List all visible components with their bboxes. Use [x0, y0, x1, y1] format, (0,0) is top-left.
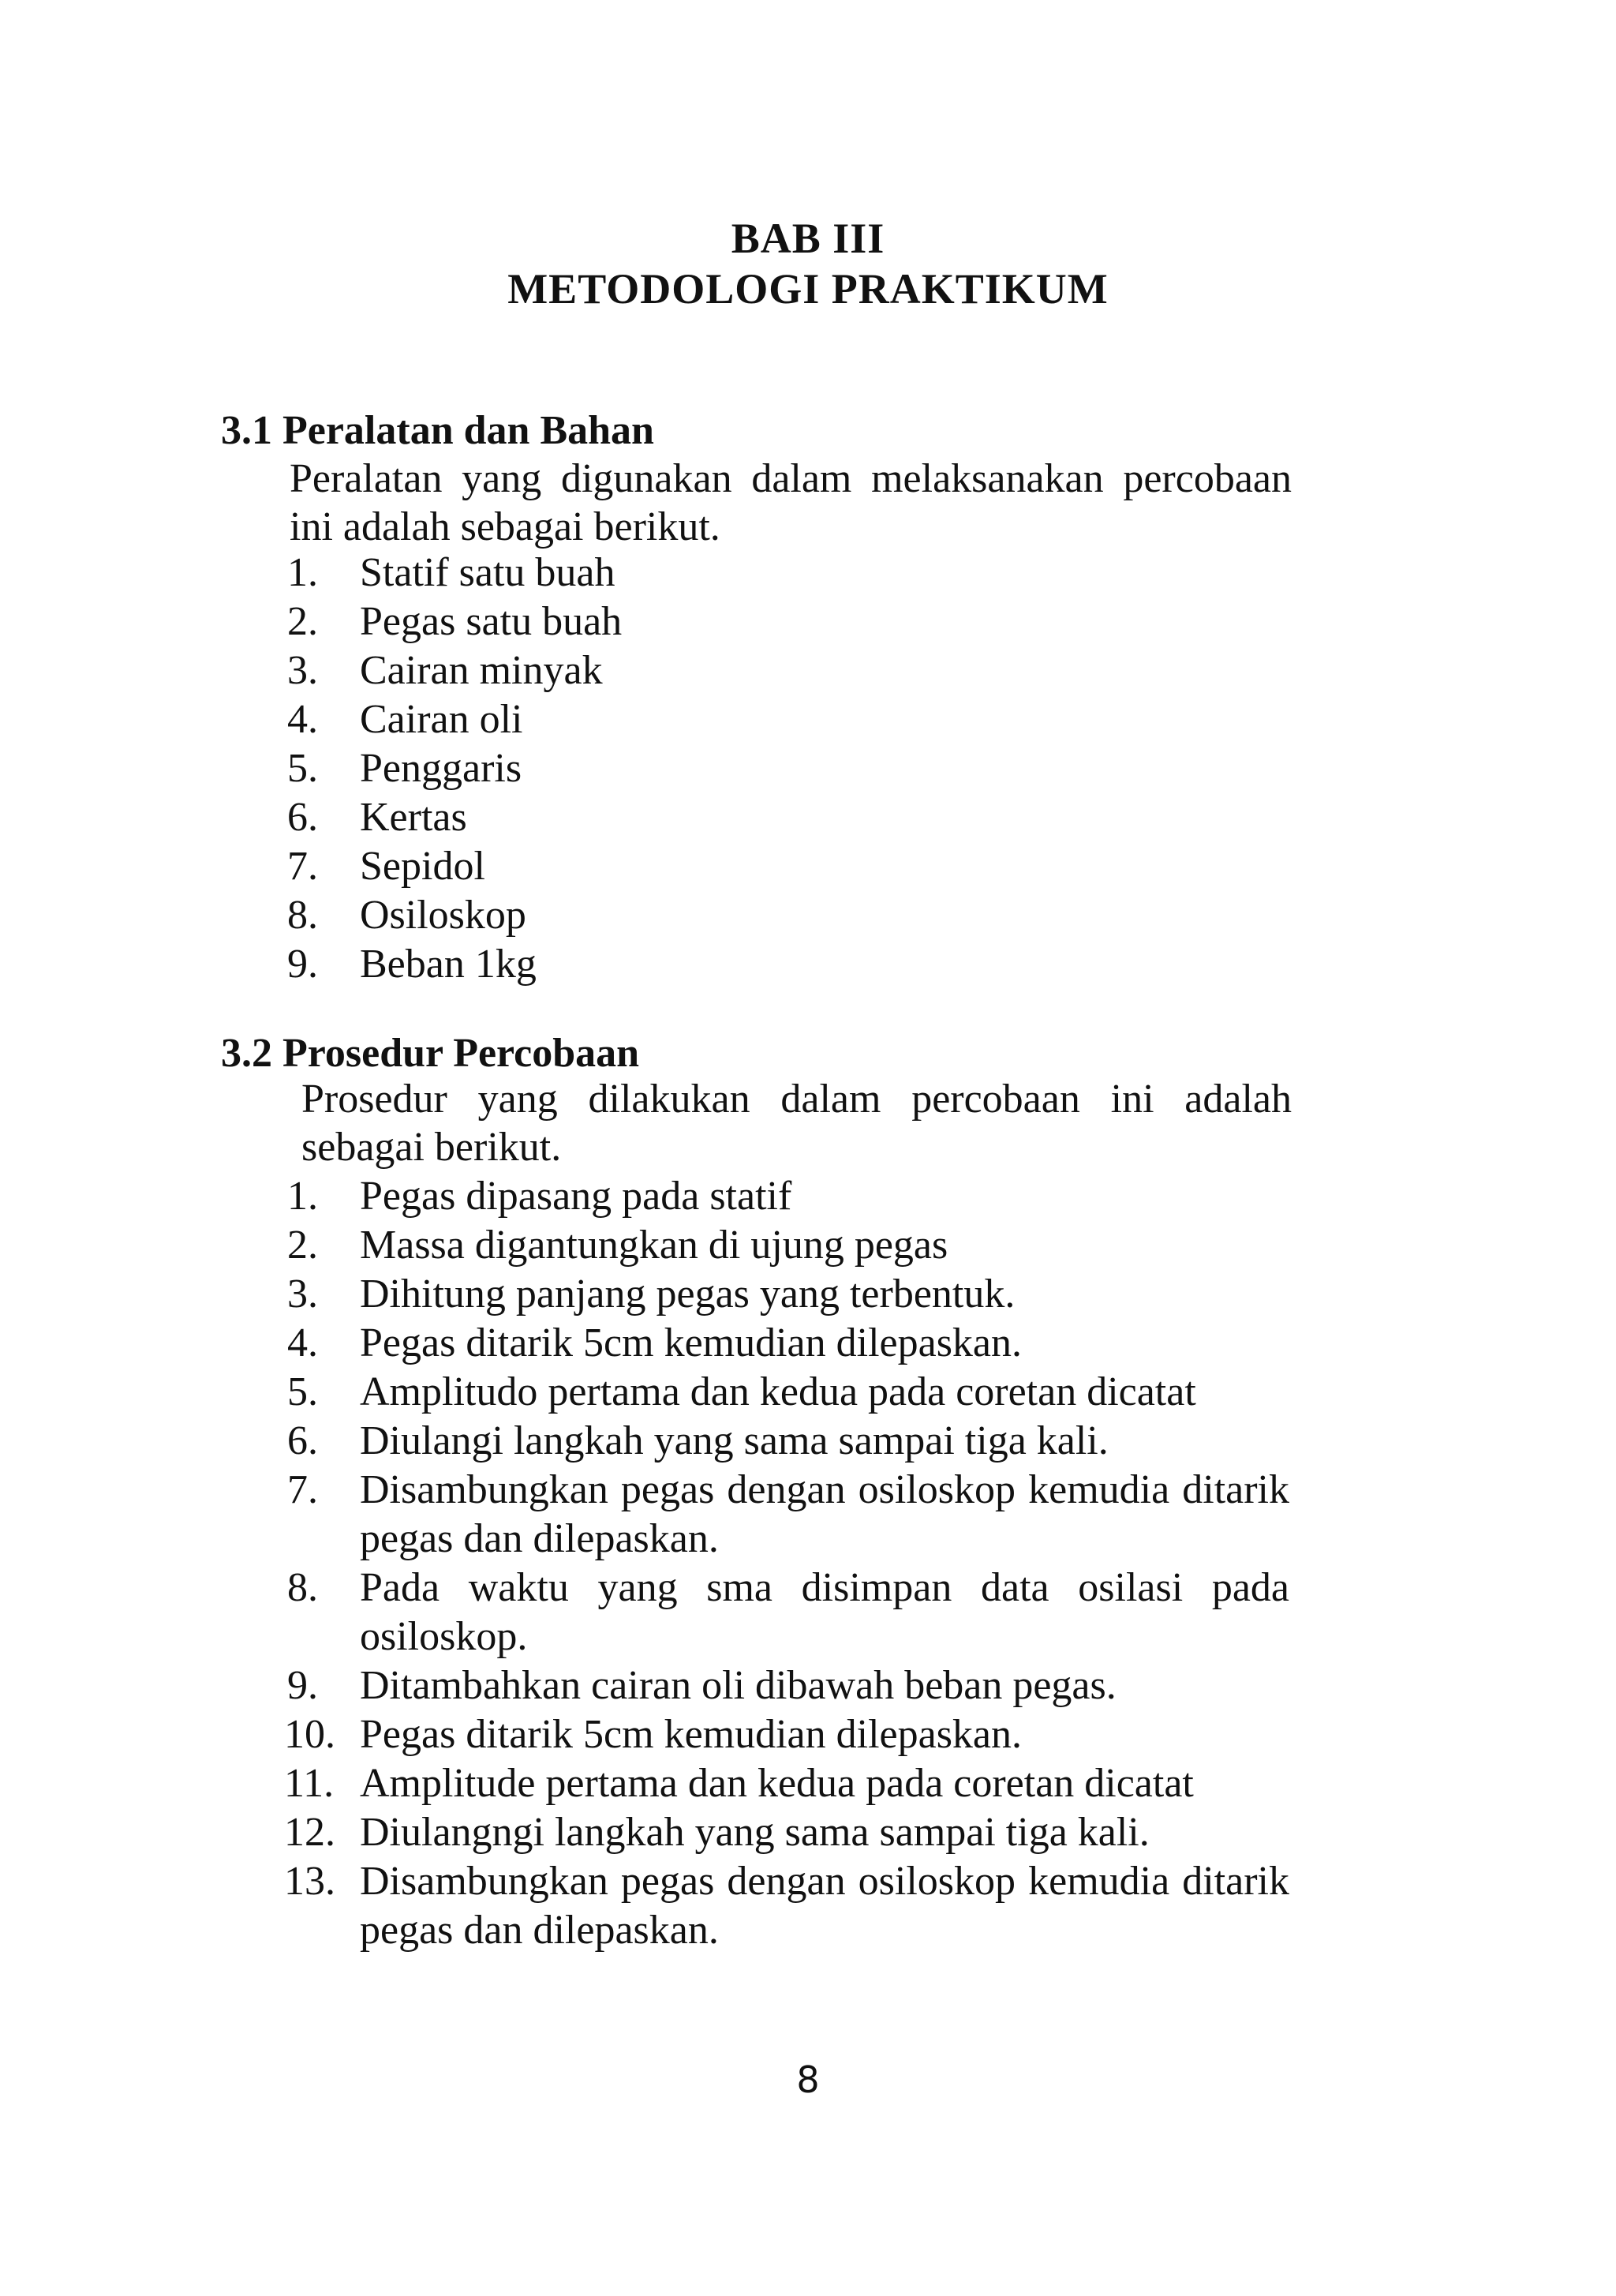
page-number: 8	[796, 2058, 820, 2101]
list-item: 7. Disambungkan pegas dengan osiloskop kemudia ditarik pegas dan dilepaskan.	[287, 1467, 1289, 1561]
list-item: 9. Ditambahkan cairan oli dibawah beban pegas.	[287, 1663, 1117, 1708]
list-item: 3. Cairan minyak	[287, 648, 603, 693]
section-2-heading: 3.2 Prosedur Percobaan	[221, 1031, 640, 1076]
list-item: 1. Pegas dipasang pada statif	[287, 1174, 792, 1219]
list-item: 5. Penggaris	[287, 746, 522, 791]
section-2-intro: Prosedur yang dilakukan dalam percobaan ini adalah sebagai berikut.	[301, 1077, 1292, 1170]
list-item: 12. Diulangngi langkah yang sama sampai tiga kali.	[284, 1810, 1150, 1855]
list-item: 13. Disambungkan pegas dengan osiloskop kemudia ditarik pegas dan dilepaskan.	[284, 1859, 1289, 1953]
list-item: 8. Pada waktu yang sma disimpan data osilasi pada osiloskop.	[287, 1565, 1289, 1659]
list-item: 2. Massa digantungkan di ujung pegas	[287, 1223, 948, 1268]
chapter-title: METODOLOGI PRAKTIKUM	[507, 265, 1109, 313]
section-1-heading: 3.1 Peralatan dan Bahan	[221, 408, 654, 453]
list-item: 2. Pegas satu buah	[287, 599, 623, 644]
list-item: 11. Amplitude pertama dan kedua pada coretan dicatat	[284, 1761, 1194, 1806]
list-item: 1. Statif satu buah	[287, 550, 615, 595]
list-item: 6. Kertas	[287, 795, 467, 840]
list-item: 5. Amplitudo pertama dan kedua pada coretan dicatat	[287, 1369, 1196, 1414]
list-item: 4. Pegas ditarik 5cm kemudian dilepaskan.	[287, 1320, 1023, 1365]
list-item: 9. Beban 1kg	[287, 942, 537, 987]
list-item: 8. Osiloskop	[287, 893, 526, 938]
procedure-list	[284, 1172, 1289, 1955]
section-1-intro: Peralatan yang digunakan dalam melaksanakan percobaan ini adalah sebagai berikut.	[290, 456, 1292, 549]
list-item: 3. Dihitung panjang pegas yang terbentuk.	[287, 1272, 1016, 1317]
chapter-number: BAB III	[731, 215, 885, 262]
list-item: 4. Cairan oli	[287, 697, 523, 742]
equipment-list	[287, 549, 1289, 989]
list-item: 6. Diulangi langkah yang sama sampai tiga kali.	[287, 1418, 1109, 1463]
list-item: 7. Sepidol	[287, 844, 485, 889]
chapter-heading	[0, 213, 1616, 314]
list-item: 10. Pegas ditarik 5cm kemudian dilepaskan.	[284, 1712, 1023, 1757]
